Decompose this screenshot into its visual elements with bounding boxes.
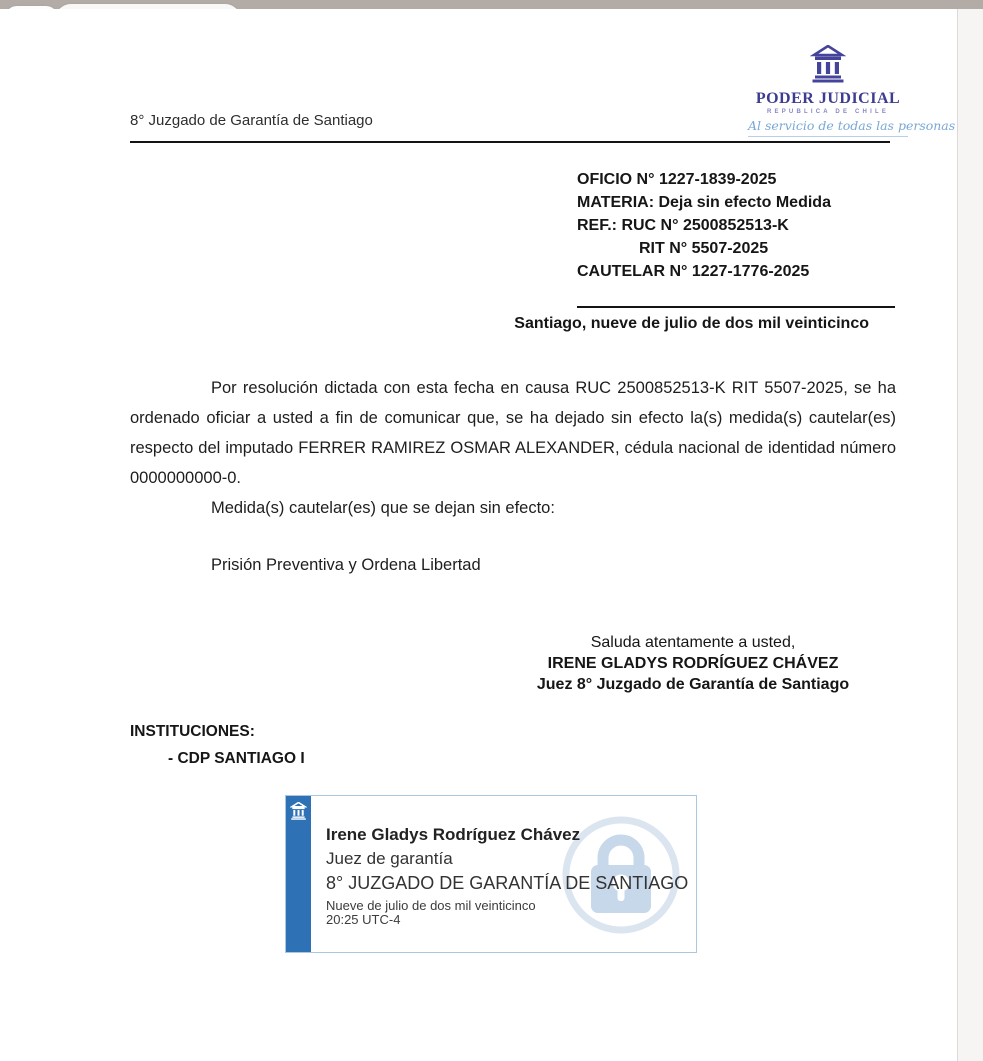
ref-cautelar: CAUTELAR N° 1227-1776-2025: [577, 263, 810, 280]
stamp-time: 20:25 UTC-4: [326, 912, 401, 927]
page-right-edge: [957, 9, 983, 1061]
institution-item: - CDP SANTIAGO I: [168, 750, 305, 767]
closing-judge-name: IRENE GLADYS RODRÍGUEZ CHÁVEZ: [547, 655, 839, 672]
ref-materia: MATERIA: Deja sin efecto Medida: [577, 194, 831, 211]
stamp-court: 8° JUZGADO DE GARANTÍA DE SANTIAGO: [326, 873, 689, 893]
stamp-temple-icon: [290, 802, 307, 820]
document-body: [130, 373, 896, 575]
body-paragraph: Por resolución dictada con esta fecha en causa RUC 2500852513-K RIT 5507-2025, se ha ordenado oficiar a usted a fin de comunicar que, se ha dejado sin efecto la(s) medida(s) cautelar(es) respecto del imputado FERRER RAMIREZ OSMAR ALEXANDER, cédula nacional de identidad número 0000000000-0.: [130, 379, 896, 487]
digital-signature-stamp: [285, 795, 697, 953]
date-rule: [577, 306, 895, 308]
date-line: Santiago, nueve de julio de dos mil veinticinco: [514, 315, 869, 332]
header-rule: [130, 141, 890, 143]
medidas-intro: Medida(s) cautelar(es) que se dejan sin efecto:: [211, 499, 555, 517]
closing-salute: Saluda atentamente a usted,: [590, 634, 796, 651]
ref-rit: RIT N° 5507-2025: [639, 240, 769, 257]
logo-title: PODER JUDICIAL: [755, 90, 901, 107]
closing-block: [528, 632, 858, 695]
stamp-text-block: [326, 825, 688, 927]
stamp-date: Nueve de julio de dos mil veinticinco: [326, 898, 536, 913]
logo-underline: [748, 136, 908, 137]
stamp-signer-role: Juez de garantía: [326, 849, 453, 868]
institutions-block: [130, 723, 305, 768]
reference-block: [577, 168, 831, 283]
court-name-header: 8° Juzgado de Garantía de Santiago: [130, 112, 373, 129]
logo-subtitle: REPUBLICA DE CHILE: [766, 109, 890, 115]
closing-judge-title: Juez 8° Juzgado de Garantía de Santiago: [536, 676, 850, 693]
poder-judicial-logo: [748, 45, 956, 137]
stamp-blue-bar: [286, 796, 311, 952]
temple-icon: [810, 45, 846, 88]
logo-tagline: Al servicio de todas las personas: [748, 118, 956, 133]
medidas-value: Prisión Preventiva y Ordena Libertad: [211, 556, 481, 574]
stamp-signer-name: Irene Gladys Rodríguez Chávez: [326, 825, 581, 844]
ref-ruc: REF.: RUC N° 2500852513-K: [577, 217, 789, 234]
institutions-label: INSTITUCIONES:: [130, 723, 255, 740]
ref-oficio: OFICIO N° 1227-1839-2025: [577, 171, 777, 188]
document-page: [0, 9, 957, 1061]
